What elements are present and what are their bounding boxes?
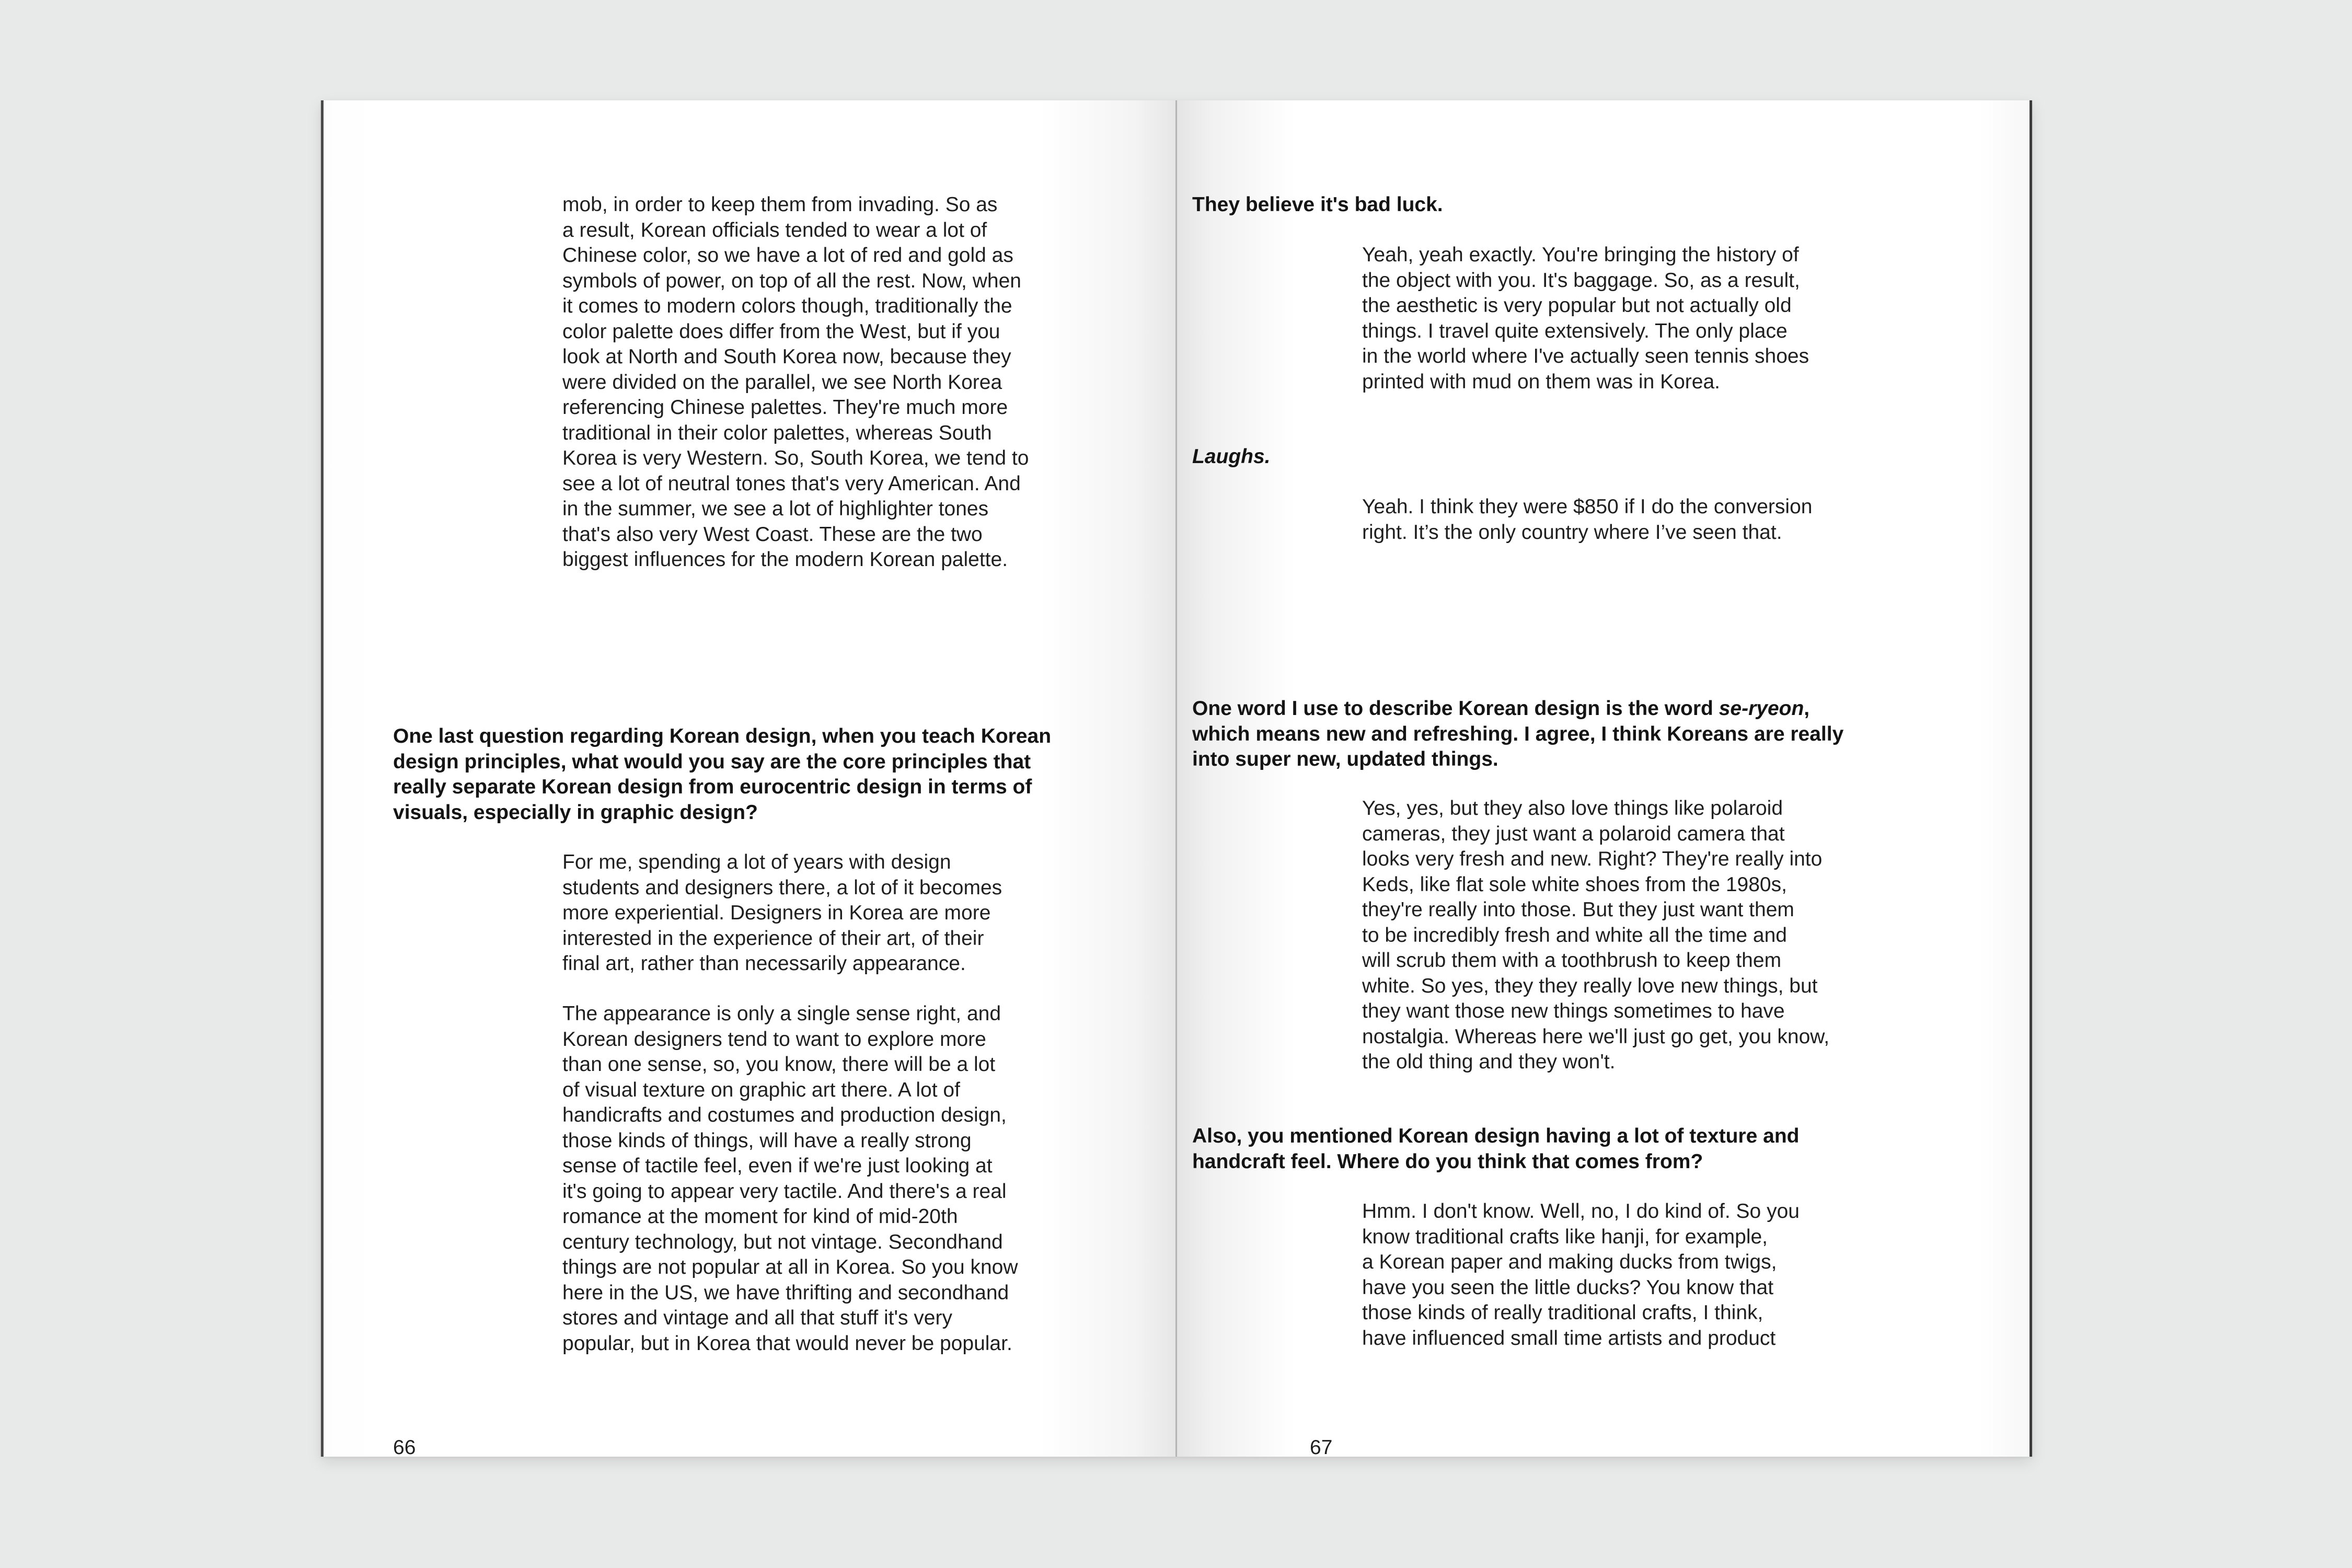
stage-direction: Laughs.	[1192, 445, 1271, 468]
answer-paragraph: Yeah, yeah exactly. You're bringing the history of the object with you. It's baggage. So, as a result, the aesthetic is very popular but not actually old things. I travel quite extensively. The only place in the world where I've actually seen tennis shoes printed with mud on them was in Korea.	[1362, 244, 1809, 393]
question-text: , which means new and refreshing. I agree, I think Koreans are really into super new, updated things.	[1192, 697, 1844, 770]
interview-question: They believe it's bad luck.	[1192, 193, 1443, 216]
spine-gutter	[1175, 100, 1177, 1457]
answer-paragraph: mob, in order to keep them from invading. So as a result, Korean officials tended to wear a lot of Chinese color, so we have a lot of red and gold as symbols of power, on top of all the rest. Now, when it comes to modern colors though, traditionally the color palette does differ from the West, but if you look at North and South Korea now, because they were divided on the parallel, we see North Korea referencing Chinese palettes. They're much more traditional in their color palettes, whereas South Korea is very Western. So, South Korea, we tend to see a lot of neutral tones that's very American. And in the summer, we see a lot of highlighter tones that's also very West Coast. These are the two biggest influences for the modern Korean palette.	[562, 193, 1029, 571]
page-number: 67	[1310, 1436, 1333, 1457]
answer-paragraph: Hmm. I don't know. Well, no, I do kind of. So you know traditional crafts like hanji, for example, a Korean paper and making ducks from twigs, have you seen the little ducks? You know that those kinds of really traditional crafts, I think, have influenced small time artists and product	[1362, 1200, 1800, 1350]
right-page	[1177, 100, 2032, 1457]
answer-paragraph: The appearance is only a single sense right, and Korean designers tend to want to explore more than one sense, so, you know, there will be a lot of visual texture on graphic art there. A lot of handicrafts and costumes and production design, those kinds of things, will have a really strong sense of tactile feel, even if we're just looking at it's going to appear very tactile. And there's a real romance at the moment for kind of mid-20th century technology, but not vintage. Secondhand things are not popular at all in Korea. So you know here in the US, we have thrifting and secondhand stores and vintage and all that stuff it's very popular, but in Korea that would never be popular.	[562, 1002, 1018, 1355]
question-text: One word I use to describe Korean design is the word	[1192, 697, 1719, 720]
answer-paragraph: Yeah. I think they were $850 if I do the conversion right. It’s the only country where I’ve seen that.	[1362, 495, 1813, 544]
korean-term: se-ryeon	[1719, 697, 1804, 720]
interview-question: Also, you mentioned Korean design having a lot of texture and handcraft feel. Where do you think that comes from?	[1192, 1125, 1800, 1173]
answer-paragraph: Yes, yes, but they also love things like polaroid cameras, they just want a polaroid camera that looks very fresh and new. Right? They're really into Keds, like flat sole white shoes from the 1980s, they're really into those. But they just want them to be incredibly fresh and white all the time and will scrub them with a toothbrush to keep them white. So yes, they they really love new things, but they want those new things sometimes to have nostalgia. Whereas here we'll just go get, you know, the old thing and they won't.	[1362, 797, 1830, 1073]
answer-paragraph: For me, spending a lot of years with design students and designers there, a lot of it becomes more experiential. Designers in Korea are more interested in the experience of their art, of their final art, rather than necessarily appearance.	[562, 851, 1002, 975]
interview-question	[1192, 696, 1882, 773]
book-spread	[321, 100, 2032, 1457]
interview-question: One last question regarding Korean design, when you teach Korean design principles, what would you say are the core principles that really separate Korean design from eurocentric design in terms of visuals, especially in graphic design?	[393, 725, 1052, 824]
page-number: 66	[393, 1436, 416, 1457]
left-page	[321, 100, 1177, 1457]
